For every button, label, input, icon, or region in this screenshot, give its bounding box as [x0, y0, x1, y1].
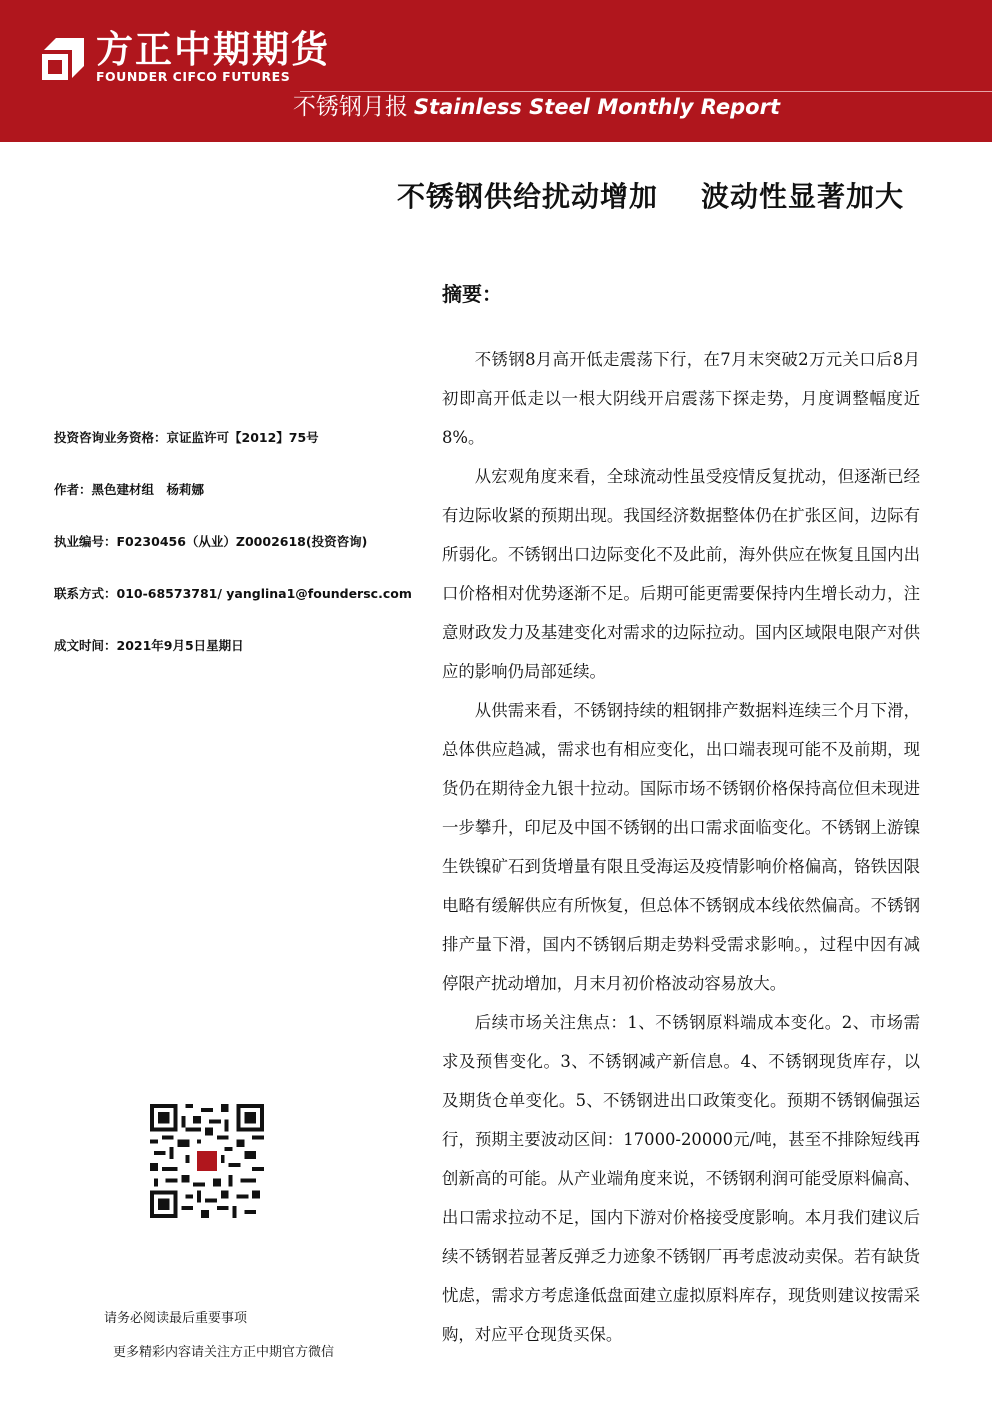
- meta-contact: 联系方式：010-68573781/ yanglina1@foundersc.com: [54, 586, 412, 601]
- meta-author: 作者：黑色建材组 杨莉娜: [54, 482, 205, 497]
- paragraph-3: 从供需来看，不锈钢持续的粗钢排产数据料连续三个月下滑，总体供应趋减，需求也有相应变化，出口端表现可能不及前期，现货仍在期待金九银十拉动。国际市场不锈钢价格保持高位但未现进一步攀升，印尼及中国不锈钢的出口需求面临变化。不锈钢上游镍生铁镍矿石到货增量有限且受海运及疫情影响价格偏高，铬铁因限电略有缓解供应有所恢复，但总体不锈钢成本线依然偏高。不锈钢排产量下滑，国内不锈钢后期走势料受需求影响。，过程中因有减停限产扰动增加，月末月初价格波动容易放大。: [442, 701, 920, 993]
- paragraph-4: 后续市场关注焦点：1、不锈钢原料端成本变化。2、市场需求及预售变化。3、不锈钢减产新信息。4、不锈钢现货库存，以及期货仓单变化。5、不锈钢进出口政策变化。预期不锈钢偏强运行，预期主要波动区间：17000-20000元/吨，甚至不排除短线再创新高的可能。从产业端角度来说，不锈钢利润可能受原料偏高、出口需求拉动不足，国内下游对价格接受度影响。本月我们建议后续不锈钢若显著反弹乏力迹象不锈钢厂再考虑波动卖保。若有缺货忧虑，需求方考虑逢低盘面建立虚拟原料库存，现货则建议按需采购，对应平仓现货买保。: [442, 1013, 920, 1344]
- paragraph-1: 不锈钢8月高开低走震荡下行，在7月末突破2万元关口后8月初即高开低走以一根大阴线开启震荡下探走势，月度调整幅度近8%。: [442, 350, 920, 447]
- meta-license: 执业编号：F0230456（从业）Z0002618(投资咨询): [54, 534, 368, 549]
- abstract-body: [442, 340, 920, 1354]
- follow-wechat-text: 更多精彩内容请关注方正中期官方微信: [113, 1345, 335, 1360]
- paragraph-2: 从宏观角度来看，全球流动性虽受疫情反复扰动，但逐渐已经有边际收紧的预期出现。我国经济数据整体仍在扩张区间，边际有所弱化。不锈钢出口边际变化不及此前，海外供应在恢复且国内出口价格相对优势逐渐不足。后期可能更需要保持内生增长动力，注意财政发力及基建变化对需求的边际拉动。国内区域限电限产对供应的影响仍局部延续。: [442, 467, 920, 681]
- report-header: [0, 0, 992, 142]
- logo-english-name: FOUNDER CIFCO FUTURES: [96, 69, 291, 84]
- report-title-cn: 不锈钢月报: [292, 94, 408, 120]
- founder-logo-icon: [40, 36, 86, 82]
- meta-qualification: 投资咨询业务资格：京证监许可【2012】75号: [54, 430, 319, 445]
- wechat-qr-code-icon: [150, 1104, 264, 1218]
- notice-text: 请务必阅读最后重要事项: [104, 1311, 248, 1326]
- report-title-en: Stainless Steel Monthly Report: [413, 95, 780, 119]
- logo-chinese-name: 方正中期期货: [96, 28, 330, 71]
- main-title: 不锈钢供给扰动增加 波动性显著加大: [397, 180, 904, 213]
- meta-date: 成文时间：2021年9月5日星期日: [54, 638, 244, 653]
- report-title: [293, 92, 780, 122]
- abstract-label: 摘要：: [442, 282, 502, 306]
